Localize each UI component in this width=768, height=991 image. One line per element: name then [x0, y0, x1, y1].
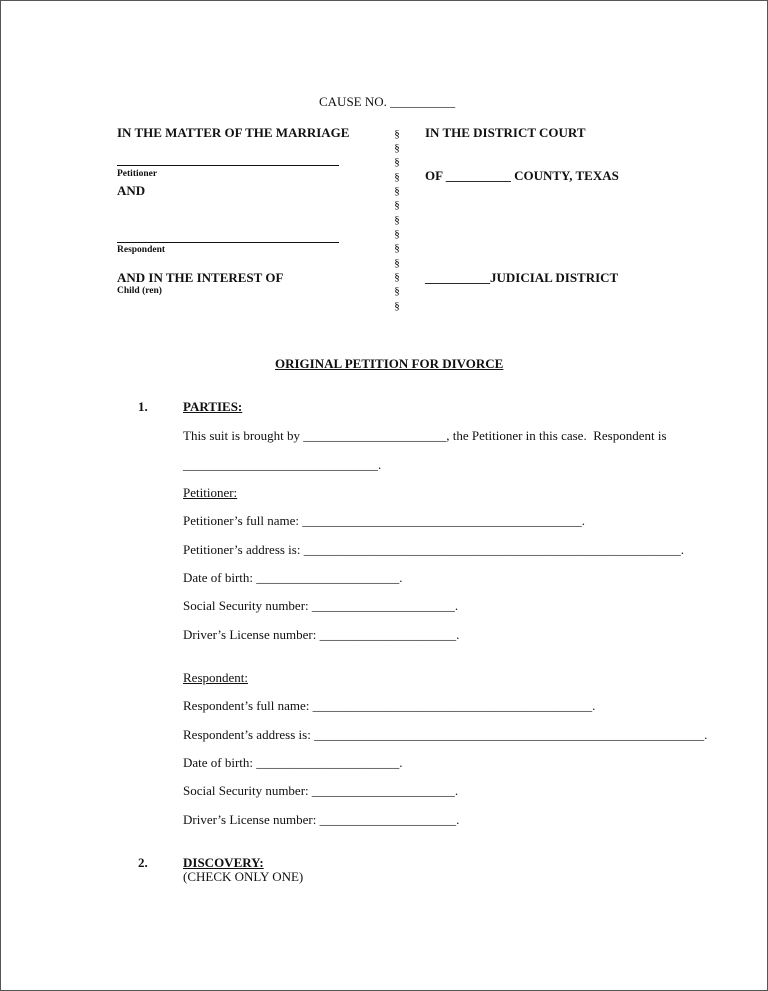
petition-title: ORIGINAL PETITION FOR DIVORCE: [275, 356, 504, 371]
respondent-heading: Respondent:: [183, 670, 248, 685]
petitioner-dob-field: Date of birth: ______________________.: [183, 570, 403, 585]
section-mark: §: [394, 214, 400, 226]
respondent-label: Respondent: [117, 245, 166, 255]
petitioner-ssn-field: Social Security number: ______________________.: [183, 598, 459, 613]
section-2-heading: DISCOVERY:: [183, 855, 264, 870]
section-mark: §: [394, 199, 400, 211]
section-mark: §: [394, 228, 400, 240]
respondent-address-field: Respondent’s address is: ____________________________________________________________.: [183, 727, 708, 742]
section-mark: §: [394, 271, 400, 283]
county-label: OF __________ COUNTY, TEXAS: [425, 168, 619, 183]
district-court-label: IN THE DISTRICT COURT: [425, 125, 586, 140]
and-label: AND: [117, 183, 146, 198]
section-mark: §: [394, 128, 400, 140]
suit-brought-by-line: This suit is brought by ______________________, the Petitioner in this case. Respondent is: [183, 428, 667, 443]
section-mark: §: [394, 156, 400, 168]
respondent-name-line: [117, 242, 339, 243]
section-mark: §: [394, 285, 400, 297]
section-mark: §: [394, 242, 400, 254]
check-only-one-note: (CHECK ONLY ONE): [183, 869, 304, 884]
petitioner-address-field: Petitioner’s address is: __________________________________________________________.: [183, 542, 684, 557]
respondent-ssn-field: Social Security number: ______________________.: [183, 783, 459, 798]
section-mark: §: [394, 300, 400, 312]
petitioner-license-field: Driver’s License number: _____________________.: [183, 627, 460, 642]
respondent-full-name-field: Respondent’s full name: ___________________________________________.: [183, 698, 596, 713]
interest-of-label: AND IN THE INTEREST OF: [117, 270, 284, 285]
respondent-license-field: Driver’s License number: _____________________.: [183, 812, 460, 827]
petitioner-full-name-field: Petitioner’s full name: ___________________________________________.: [183, 513, 586, 528]
section-1-number: 1.: [138, 399, 148, 414]
section-1-heading: PARTIES:: [183, 399, 243, 414]
petitioner-name-line: [117, 165, 339, 166]
petitioner-label: Petitioner: [117, 169, 158, 179]
section-mark: §: [394, 257, 400, 269]
section-mark: §: [394, 185, 400, 197]
section-mark: §: [394, 142, 400, 154]
children-label: Child (ren): [117, 286, 162, 296]
section-2-number: 2.: [138, 855, 148, 870]
cause-number: CAUSE NO. __________: [319, 94, 456, 109]
judicial-district-label: __________JUDICIAL DISTRICT: [425, 270, 619, 285]
matter-of-marriage: IN THE MATTER OF THE MARRIAGE: [117, 125, 350, 140]
section-mark: §: [394, 171, 400, 183]
petitioner-heading: Petitioner:: [183, 485, 238, 500]
respondent-dob-field: Date of birth: ______________________.: [183, 755, 403, 770]
respondent-name-blank: ______________________________.: [183, 457, 382, 472]
